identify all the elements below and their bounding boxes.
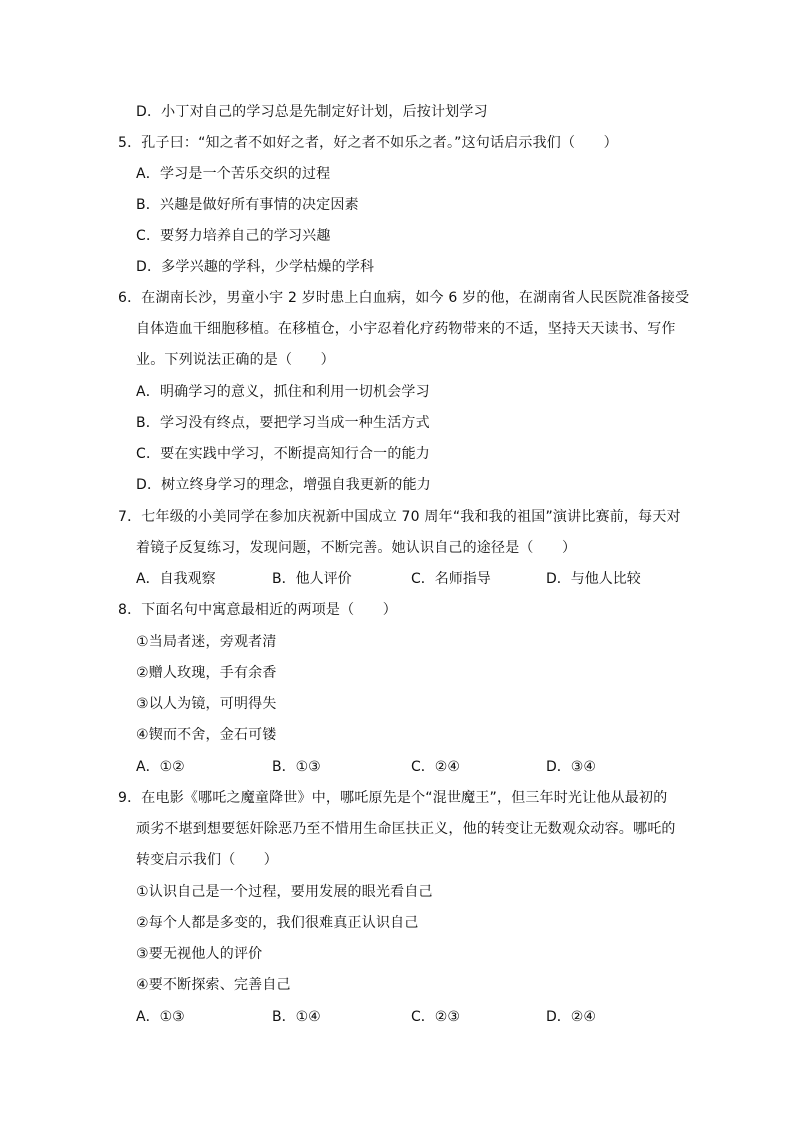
q8-option-b: B．①③ [272, 759, 321, 775]
q5-stem: 5．孔子曰：“知之者不如好之者，好之者不如乐之者。”这句话启示我们（ ） [118, 135, 618, 151]
q7-stem-line-1: 7．七年级的小美同学在参加庆祝新中国成立 70 周年“我和我的祖国”演讲比赛前，每天对 [118, 509, 681, 525]
q7-stem-line-2: 着镜子反复练习，发现问题，不断完善。她认识自己的途径是（ ） [136, 540, 577, 556]
q4-option-d: D．小丁对自己的学习总是先制定好计划，后按计划学习 [136, 104, 488, 120]
q9-stem-line-3: 转变启示我们（ ） [136, 852, 278, 868]
q7-option-c: C．名师指导 [411, 571, 491, 587]
q9-item-3: ③要无视他人的评价 [136, 946, 263, 962]
q9-item-4: ④要不断探索、完善自己 [136, 977, 291, 993]
q5-option-c: C．要努力培养自己的学习兴趣 [136, 228, 331, 244]
q9-item-1: ①认识自己是一个过程，要用发展的眼光看自己 [136, 884, 433, 900]
q6-stem-line-1: 6．在湖南长沙，男童小宇 2 岁时患上白血病，如今 6 岁的他，在湖南省人民医院准备接受 [118, 290, 690, 306]
q9-option-b: B．①④ [272, 1009, 321, 1025]
q9-option-d: D．②④ [546, 1009, 596, 1025]
q5-option-b: B．兴趣是做好所有事情的决定因素 [136, 197, 359, 213]
q6-option-a: A．明确学习的意义，抓住和利用一切机会学习 [136, 384, 430, 400]
q7-option-d: D．与他人比较 [546, 571, 641, 587]
q9-stem-line-1: 9．在电影《哪吒之魔童降世》中，哪吒原先是个“混世魔王”，但三年时光让他从最初的 [118, 790, 668, 806]
q6-option-d: D．树立终身学习的理念，增强自我更新的能力 [136, 477, 431, 493]
q9-stem-line-2: 顽劣不堪到想要惩奸除恶乃至不惜用生命匡扶正义，他的转变让无数观众动容。哪吒的 [136, 821, 676, 837]
q8-item-2: ②赠人玫瑰，手有余香 [136, 665, 277, 681]
q9-option-c: C．②③ [411, 1009, 460, 1025]
q9-option-a: A．①③ [136, 1009, 185, 1025]
q6-option-b: B．学习没有终点，要把学习当成一种生活方式 [136, 415, 430, 431]
q8-option-d: D．③④ [546, 759, 596, 775]
q7-option-b: B．他人评价 [272, 571, 352, 587]
q8-item-3: ③以人为镜，可明得失 [136, 696, 277, 712]
q6-option-c: C．要在实践中学习，不断提高知行合一的能力 [136, 446, 430, 462]
q6-stem-line-3: 业。下列说法正确的是（ ） [136, 352, 335, 368]
q6-stem-line-2: 自体造血干细胞移植。在移植仓，小宇忍着化疗药物带来的不适，坚持天天读书、写作 [136, 321, 676, 337]
q8-stem: 8．下面名句中寓意最相近的两项是（ ） [118, 602, 397, 618]
q8-option-a: A．①② [136, 759, 185, 775]
q8-item-4: ④锲而不舍，金石可镂 [136, 727, 277, 743]
q7-option-a: A．自我观察 [136, 571, 216, 587]
q5-option-a: A．学习是一个苦乐交织的过程 [136, 166, 331, 182]
q8-item-1: ①当局者迷，旁观者清 [136, 634, 277, 650]
q5-option-d: D．多学兴趣的学科，少学枯燥的学科 [136, 259, 375, 275]
q8-option-c: C．②④ [411, 759, 460, 775]
q9-item-2: ②每个人都是多变的，我们很难真正认识自己 [136, 915, 419, 931]
